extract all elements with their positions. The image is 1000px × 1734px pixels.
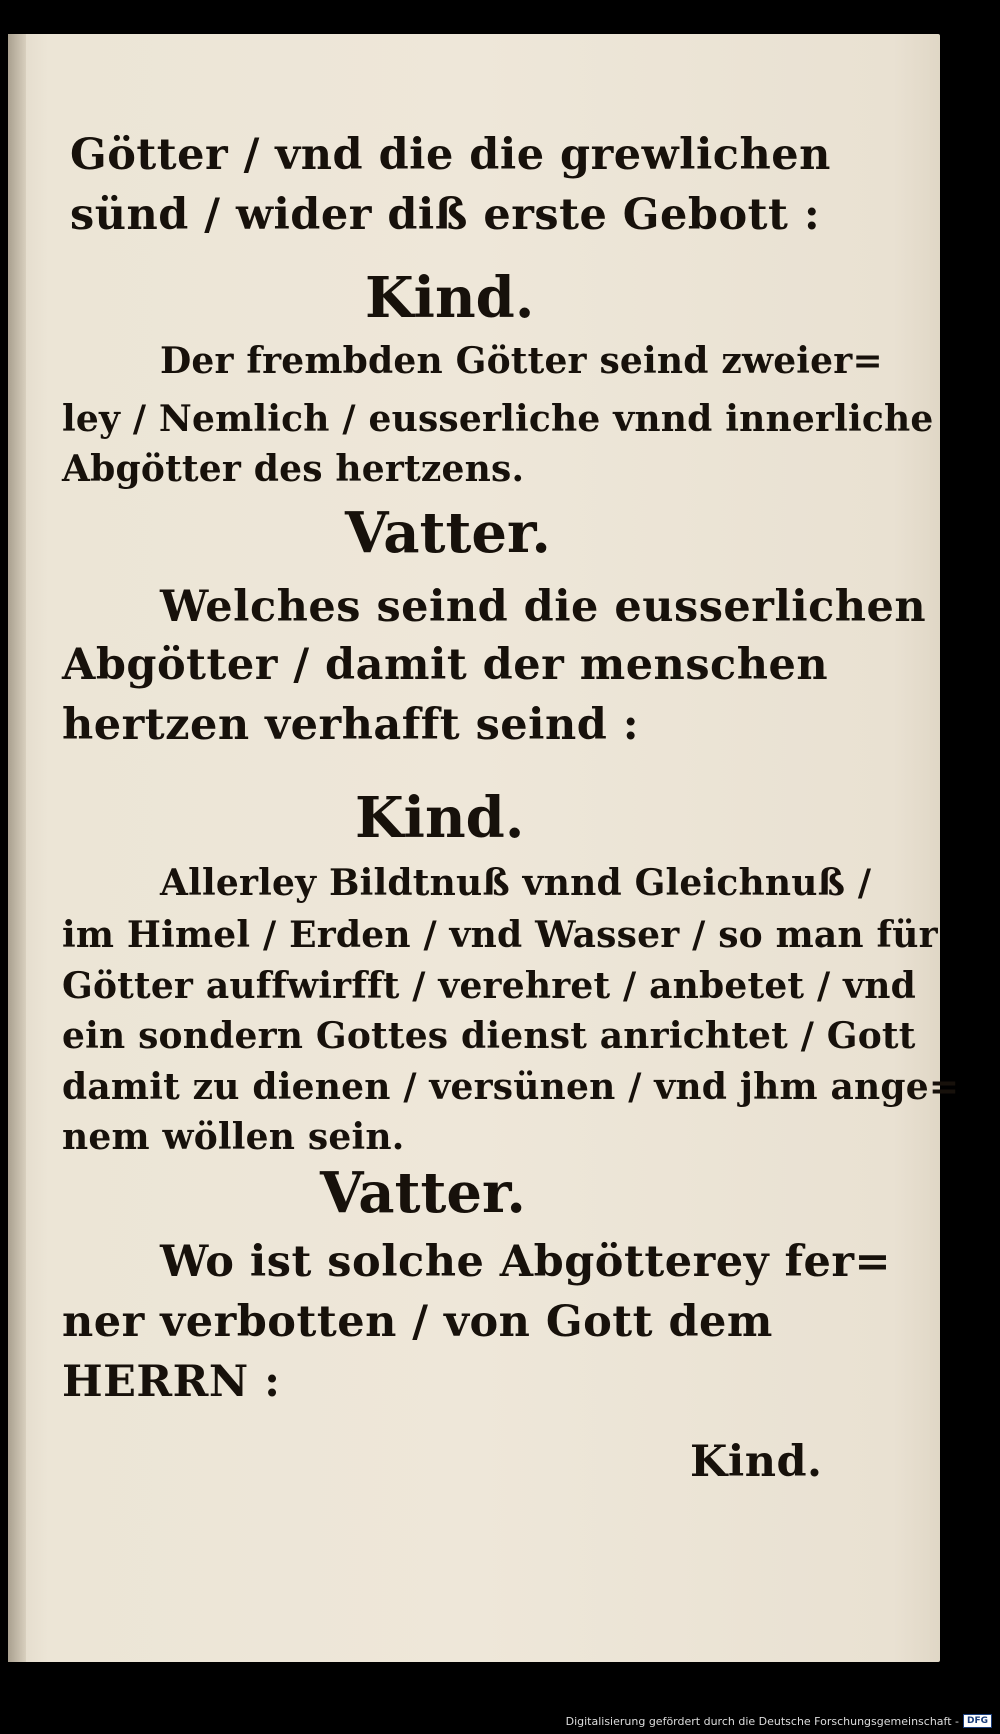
- dfg-logo-icon: DFG: [963, 1714, 992, 1728]
- text-line-2: sünd / wider diß erste Gebott :: [70, 190, 821, 240]
- scan-footer: [0, 1662, 1000, 1734]
- text-line-6: Abgötter des hertzens.: [62, 448, 525, 490]
- digitization-credit: [566, 1714, 992, 1728]
- text-line-8: Welches seind die eusserlichen: [160, 582, 927, 632]
- text-line-10: hertzen verhafft seind :: [62, 700, 640, 750]
- credit-text: Digitalisierung gefördert durch die Deutsche Forschungsgemeinschaft -: [565, 1714, 959, 1728]
- text-line-4: Der frembden Götter seind zweier=: [160, 340, 883, 382]
- catchword-kind: Kind.: [690, 1437, 823, 1487]
- speaker-heading-kind-1: Kind.: [365, 265, 535, 331]
- page-gutter-edge: [8, 34, 26, 1662]
- text-line-16: damit zu dienen / versünen / vnd jhm ange=: [62, 1066, 960, 1108]
- text-line-15: ein sondern Gottes dienst anrichtet / Gott: [62, 1015, 916, 1057]
- text-line-12: Allerley Bildtnuß vnnd Gleichnuß /: [160, 862, 872, 904]
- speaker-heading-vatter-1: Vatter.: [345, 500, 551, 566]
- text-line-21: HERRN :: [62, 1357, 281, 1407]
- text-line-19: Wo ist solche Abgötterey fer=: [160, 1237, 892, 1287]
- text-line-1: Götter / vnd die die grewlichen: [70, 130, 831, 180]
- text-line-5: ley / Nemlich / eusserliche vnnd innerliche: [62, 398, 934, 440]
- text-line-14: Götter auffwirfft / verehret / anbetet / vnd: [62, 965, 916, 1007]
- text-line-20: ner verbotten / von Gott dem: [62, 1297, 773, 1347]
- speaker-heading-vatter-2: Vatter.: [320, 1160, 526, 1226]
- speaker-heading-kind-2: Kind.: [355, 785, 525, 851]
- text-line-9: Abgötter / damit der menschen: [62, 640, 829, 690]
- text-line-13: im Himel / Erden / vnd Wasser / so man für: [62, 914, 938, 956]
- text-line-17: nem wöllen sein.: [62, 1116, 405, 1158]
